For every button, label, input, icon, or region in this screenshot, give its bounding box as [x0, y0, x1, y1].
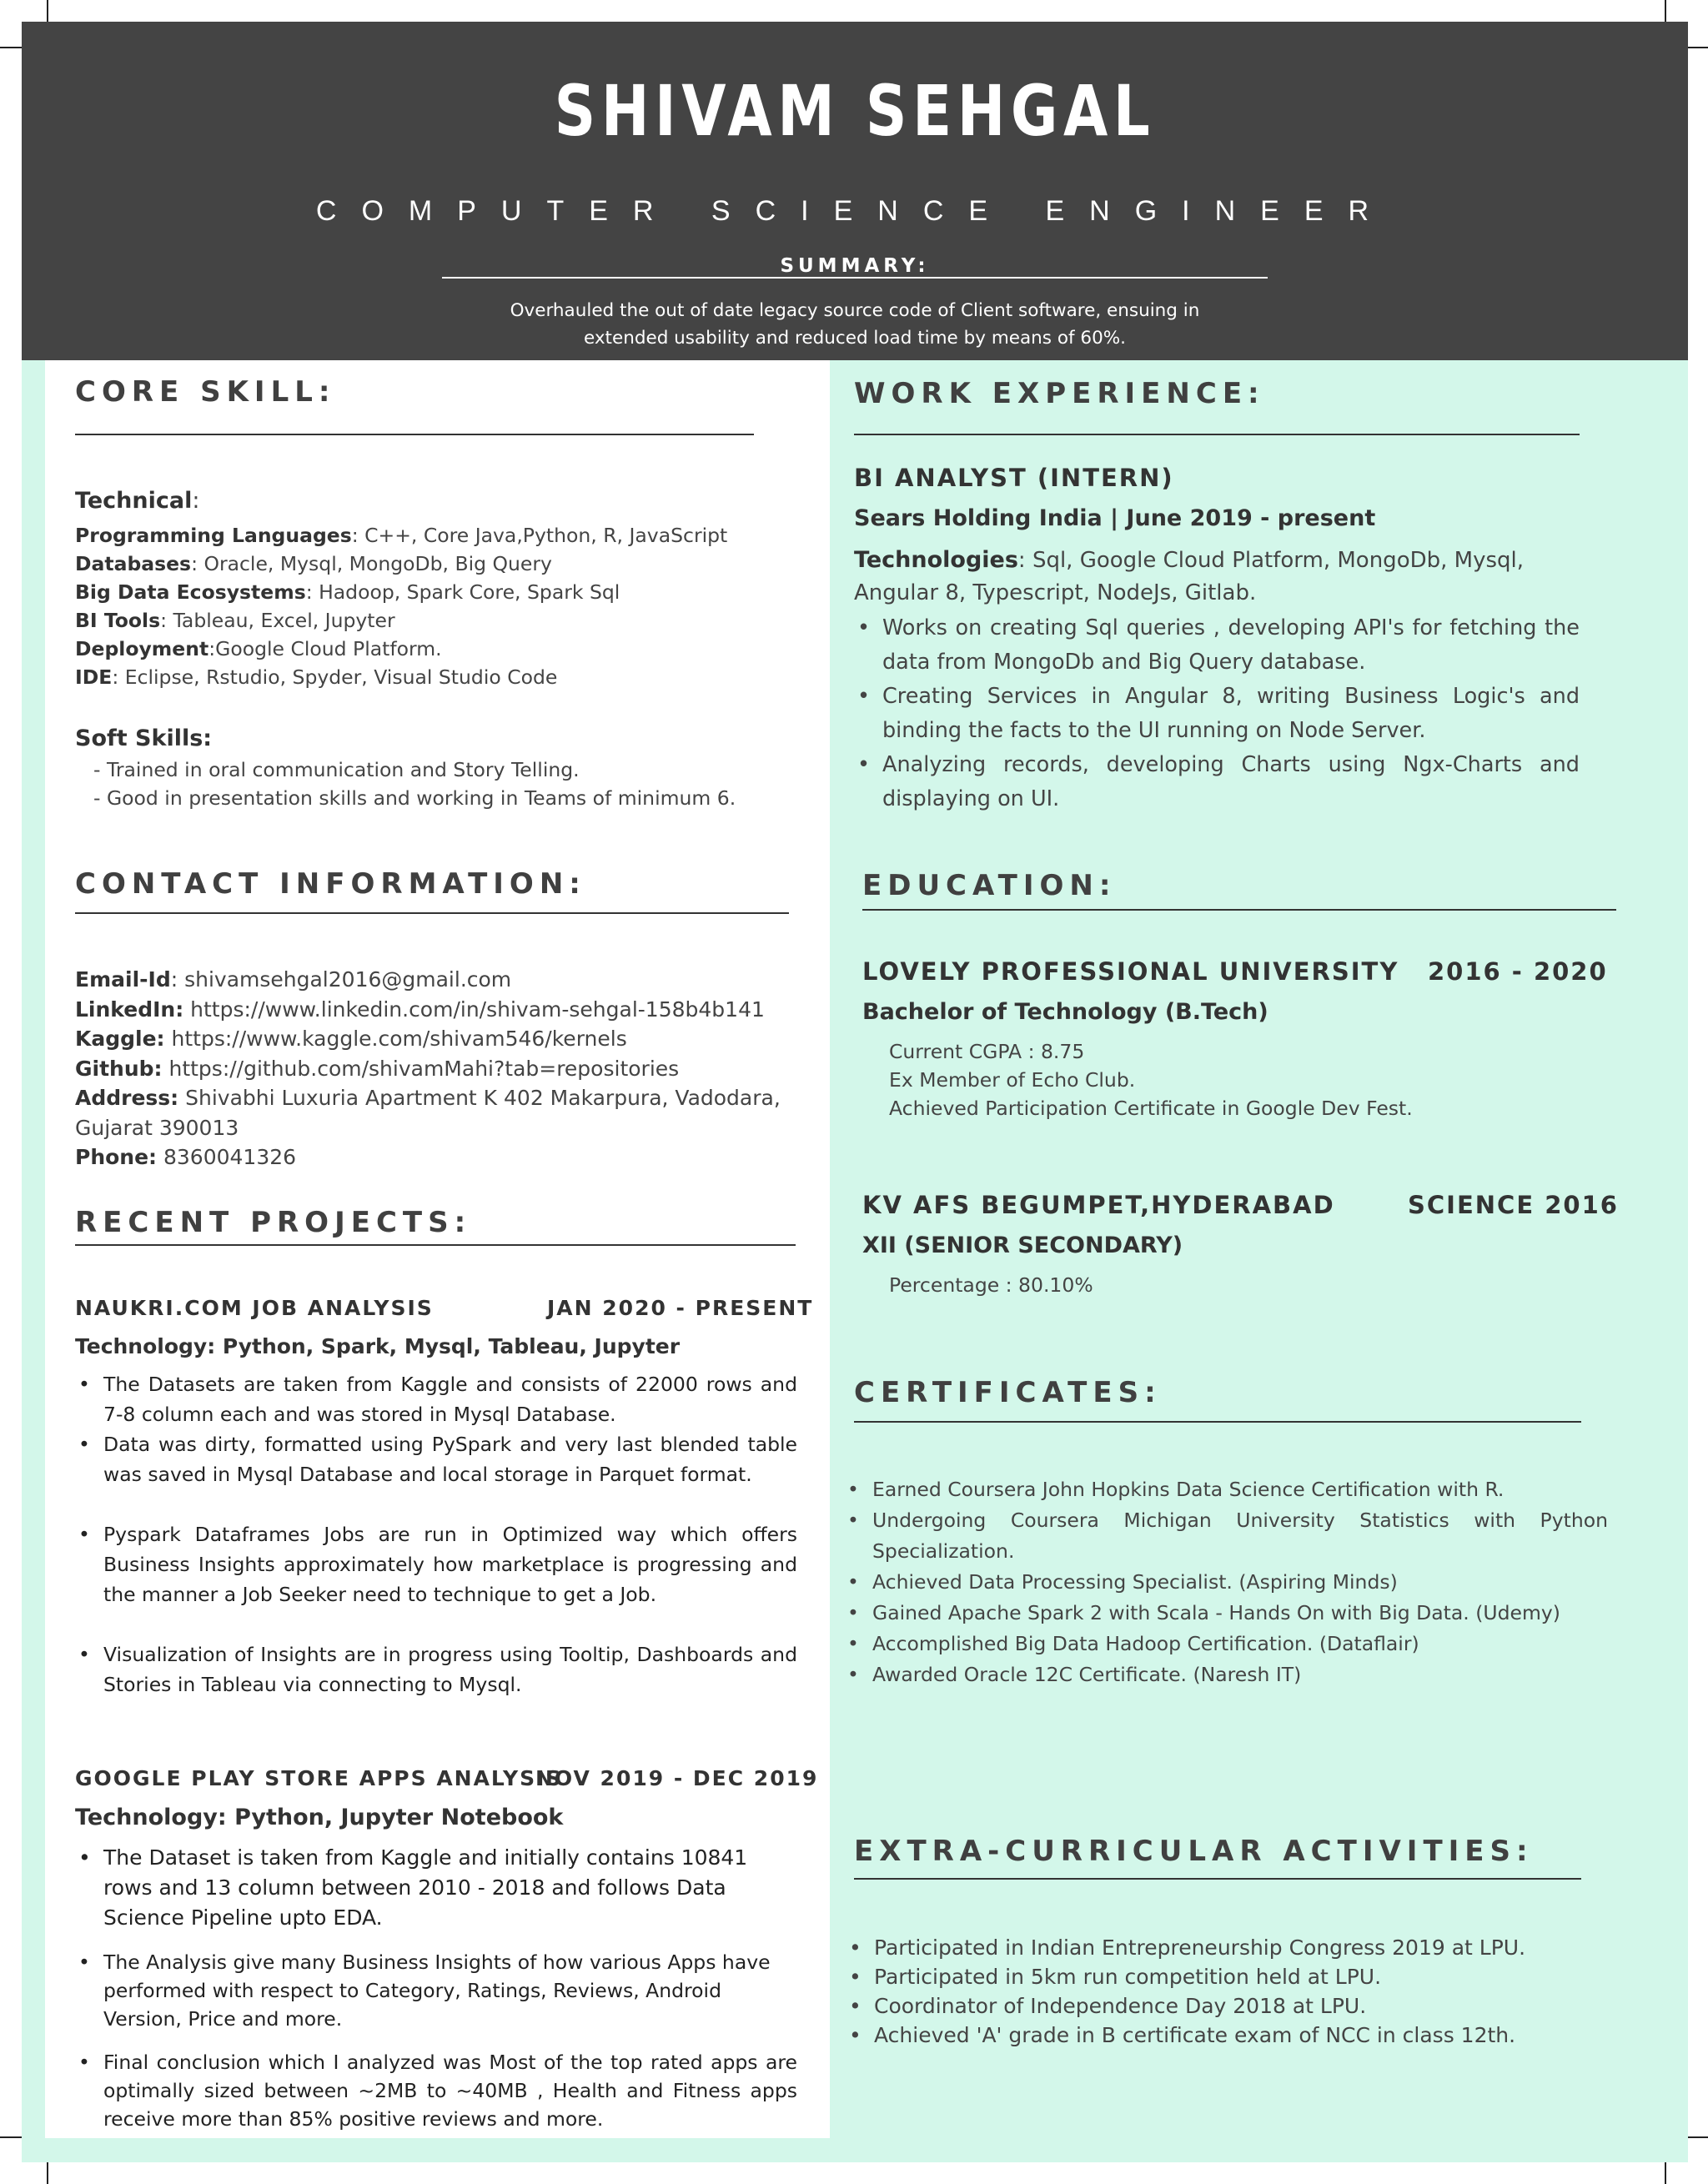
summary-text: Overhauled the out of date legacy source code of Client software, ensuing in extended usability and reduced load time by means of 60%. [510, 300, 1200, 349]
resume-header [22, 22, 1688, 360]
crop-mark [47, 2160, 48, 2184]
list-item: • Final conclusion which I analyzed was Most of the top rated apps are optimally sized between ~2MB to ~40MB , Health and Fitness apps receive more than 85% positive reviews and more. [75, 2048, 797, 2133]
list-item: • Participated in 5km run competition held at LPU. [846, 1962, 1596, 1991]
summary-heading: SUMMARY: [780, 255, 930, 277]
list-item: • Participated in Indian Entrepreneurship Congress 2019 at LPU. [846, 1933, 1596, 1962]
resume-page [22, 22, 1688, 2162]
crop-mark [1665, 2160, 1666, 2184]
list-item: • Data was dirty, formatted using PySpark and very last blended table was saved in Mysql Database and local storage in Parquet format. [75, 1429, 797, 1489]
work-divider [854, 434, 1580, 435]
email-row: Email-Id: shivamsehgal2016@gmail.com [75, 967, 512, 992]
list-item: • Achieved Data Processing Specialist. (Aspiring Minds) [844, 1567, 1608, 1598]
skill-row: Databases: Oracle, Mysql, MongoDb, Big Query [75, 552, 552, 575]
skill-row: Deployment:Google Cloud Platform. [75, 637, 442, 660]
job-title: BI ANALYST (INTERN) [854, 464, 1174, 492]
job-technologies: Technologies: Sql, Google Cloud Platform, MongoDb, Mysql, Angular 8, Typescript, NodeJs, Gitlab. [854, 547, 1525, 605]
skill-row: Big Data Ecosystems: Hadoop, Spark Core, Spark Sql [75, 580, 620, 604]
certificates-heading: CERTIFICATES: [854, 1376, 1162, 1409]
soft-skills-label: Soft Skills: [75, 725, 213, 751]
linkedin-row: LinkedIn: https://www.linkedin.com/in/shivam-sehgal-158b4b141 [75, 997, 765, 1022]
list-item: • The Dataset is taken from Kaggle and initially contains 10841 rows and 13 column between 2010 - 2018 and follows Data Science Pipeline upto EDA. [75, 1843, 797, 1933]
technical-label: Technical: [75, 488, 200, 514]
school-2-years: SCIENCE 2016 [1408, 1191, 1619, 1219]
extra-divider [854, 1878, 1581, 1880]
school-1-years: 2016 - 2020 [1428, 957, 1608, 986]
project-1-technology: Technology: Python, Spark, Mysql, Tableau, Jupyter [75, 1334, 681, 1358]
list-item: • Pyspark Dataframes Jobs are run in Optimized way which offers Business Insights approximately how marketplace is progressing and the manner a Job Seeker need to technique to get a Job. [75, 1519, 797, 1609]
list-item: • Analyzing records, developing Charts using Ngx-Charts and displaying on UI. [854, 748, 1580, 816]
job-bullets [854, 611, 1580, 816]
school-1-name: LOVELY PROFESSIONAL UNIVERSITY [862, 957, 1399, 986]
project-1-bullets [75, 1369, 797, 1730]
school-2-name: KV AFS BEGUMPET,HYDERABAD [862, 1191, 1335, 1219]
contact-list [75, 965, 781, 1172]
contact-divider [75, 912, 789, 914]
school-1-degree: Bachelor of Technology (B.Tech) [862, 999, 1268, 1025]
list-item: • Accomplished Big Data Hadoop Certification. (Dataflair) [844, 1629, 1608, 1659]
soft-skills-list: - Trained in oral communication and Story Telling. - Good in presentation skills and working in Teams of minimum 6. [93, 758, 736, 810]
list-item: • The Datasets are taken from Kaggle and consists of 22000 rows and 7-8 column each and was stored in Mysql Database. [75, 1369, 797, 1429]
projects-divider [75, 1244, 796, 1246]
skill-row: Programming Languages: C++, Core Java,Python, R, JavaScript [75, 524, 728, 547]
list-item: • Visualization of Insights are in progress using Tooltip, Dashboards and Stories in Tableau via connecting to Mysql. [75, 1639, 797, 1700]
technical-skills-list [75, 521, 727, 691]
project-2-title: GOOGLE PLAY STORE APPS ANALYSIS [75, 1766, 563, 1790]
list-item: • Coordinator of Independence Day 2018 at LPU. [846, 1991, 1596, 2021]
github-row: Github: https://github.com/shivamMahi?tab=repositories [75, 1056, 680, 1081]
phone-row: Phone: 8360041326 [75, 1145, 297, 1169]
project-2-bullets [75, 1843, 797, 2148]
contact-heading: CONTACT INFORMATION: [75, 867, 586, 901]
list-item: • Achieved 'A' grade in B certificate exam of NCC in class 12th. [846, 2021, 1596, 2050]
address-row: Address: Shivabhi Luxuria Apartment K 402 Makarpura, Vadodara, [75, 1086, 781, 1110]
list-item: • Awarded Oracle 12C Certificate. (Naresh IT) [844, 1659, 1608, 1690]
school-2-details: Percentage : 80.10% [889, 1273, 1093, 1297]
work-heading: WORK EXPERIENCE: [854, 377, 1265, 410]
certificates-list [844, 1474, 1608, 1690]
school-1-details: Current CGPA : 8.75 Ex Member of Echo Club. Achieved Participation Certificate in Google Dev Fest. [889, 1040, 1413, 1120]
core-skill-divider [75, 434, 754, 435]
project-1-title: NAUKRI.COM JOB ANALYSIS [75, 1296, 434, 1320]
project-2-date: NOV 2019 - DEC 2019 [535, 1766, 819, 1790]
list-item: • Gained Apache Spark 2 with Scala - Hands On with Big Data. (Udemy) [844, 1598, 1608, 1629]
candidate-name: SHIVAM SEHGAL [554, 70, 1156, 152]
projects-heading: RECENT PROJECTS: [75, 1206, 472, 1239]
candidate-role: COMPUTER SCIENCE ENGINEER [315, 195, 1394, 227]
address-row-2: Gujarat 390013 [75, 1115, 239, 1140]
list-item: • Earned Coursera John Hopkins Data Science Certification with R. [844, 1474, 1608, 1505]
core-skill-heading: CORE SKILL: [75, 375, 336, 409]
list-item: • Undergoing Coursera Michigan University Statistics with Python Specialization. [844, 1505, 1608, 1567]
list-item: • Creating Services in Angular 8, writing Business Logic's and binding the facts to the UI running on Node Server. [854, 680, 1580, 748]
list-item: • The Analysis give many Business Insights of how various Apps have performed with respect to Category, Ratings, Reviews, Android Version, Price and more. [75, 1948, 797, 2033]
school-2-degree: XII (SENIOR SECONDARY) [862, 1233, 1183, 1258]
education-heading: EDUCATION: [862, 869, 1117, 902]
extra-list [846, 1933, 1596, 2050]
skill-row: BI Tools: Tableau, Excel, Jupyter [75, 609, 395, 632]
skill-row: IDE: Eclipse, Rstudio, Spyder, Visual Studio Code [75, 665, 558, 689]
education-divider [862, 909, 1616, 911]
project-1-date: JAN 2020 - PRESENT [547, 1296, 814, 1320]
summary-divider [442, 277, 1268, 279]
certificates-divider [854, 1421, 1581, 1423]
list-item: • Works on creating Sql queries , developing API's for fetching the data from MongoDb and Big Query database. [854, 611, 1580, 680]
project-2-technology: Technology: Python, Jupyter Notebook [75, 1805, 564, 1830]
extra-heading: EXTRA-CURRICULAR ACTIVITIES: [854, 1835, 1534, 1868]
job-company: Sears Holding India | June 2019 - present [854, 505, 1376, 531]
kaggle-row: Kaggle: https://www.kaggle.com/shivam546/kernels [75, 1027, 627, 1051]
